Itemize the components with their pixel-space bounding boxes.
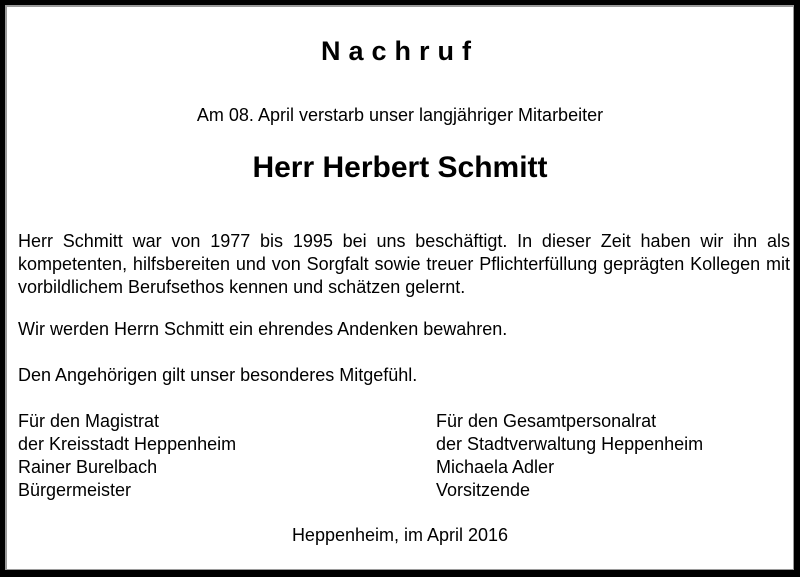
place-and-date: Heppenheim, im April 2016 — [291, 525, 509, 545]
signature-org-line: Für den Gesamtpersonalrat — [436, 411, 657, 431]
signatory-name: Rainer Burelbach — [18, 457, 158, 477]
obituary-notice — [7, 7, 793, 569]
condolence-paragraph: Den Angehörigen gilt unser besonderes Mitgefühl. — [18, 365, 418, 385]
remembrance-paragraph: Wir werden Herrn Schmitt ein ehrendes Andenken bewahren. — [18, 319, 508, 339]
signature-block-magistrat — [18, 410, 236, 502]
signatory-name: Michaela Adler — [436, 457, 555, 477]
signature-org-line: der Stadtverwaltung Heppenheim — [436, 434, 704, 454]
signatory-role: Bürgermeister — [18, 480, 132, 500]
deceased-name: Herr Herbert Schmitt — [252, 151, 548, 184]
intro-line: Am 08. April verstarb unser langjähriger Mitarbeiter — [196, 105, 604, 125]
obituary-title: Nachruf — [320, 36, 479, 66]
signature-org-line: der Kreisstadt Heppenheim — [18, 434, 237, 454]
employment-paragraph: Herr Schmitt war von 1977 bis 1995 bei uns beschäftigt. In dieser Zeit haben wir ihn als kompetenten, hilfsbereiten und von Sorgfalt sowie treuer Pflichterfüllung geprägten Kollegen mit vorbildlichem Berufsethos kennen und schätzen gelernt. — [18, 231, 790, 297]
signatory-role: Vorsitzende — [436, 480, 531, 500]
signature-org-line: Für den Magistrat — [18, 411, 160, 431]
signature-block-personalrat — [436, 410, 703, 502]
